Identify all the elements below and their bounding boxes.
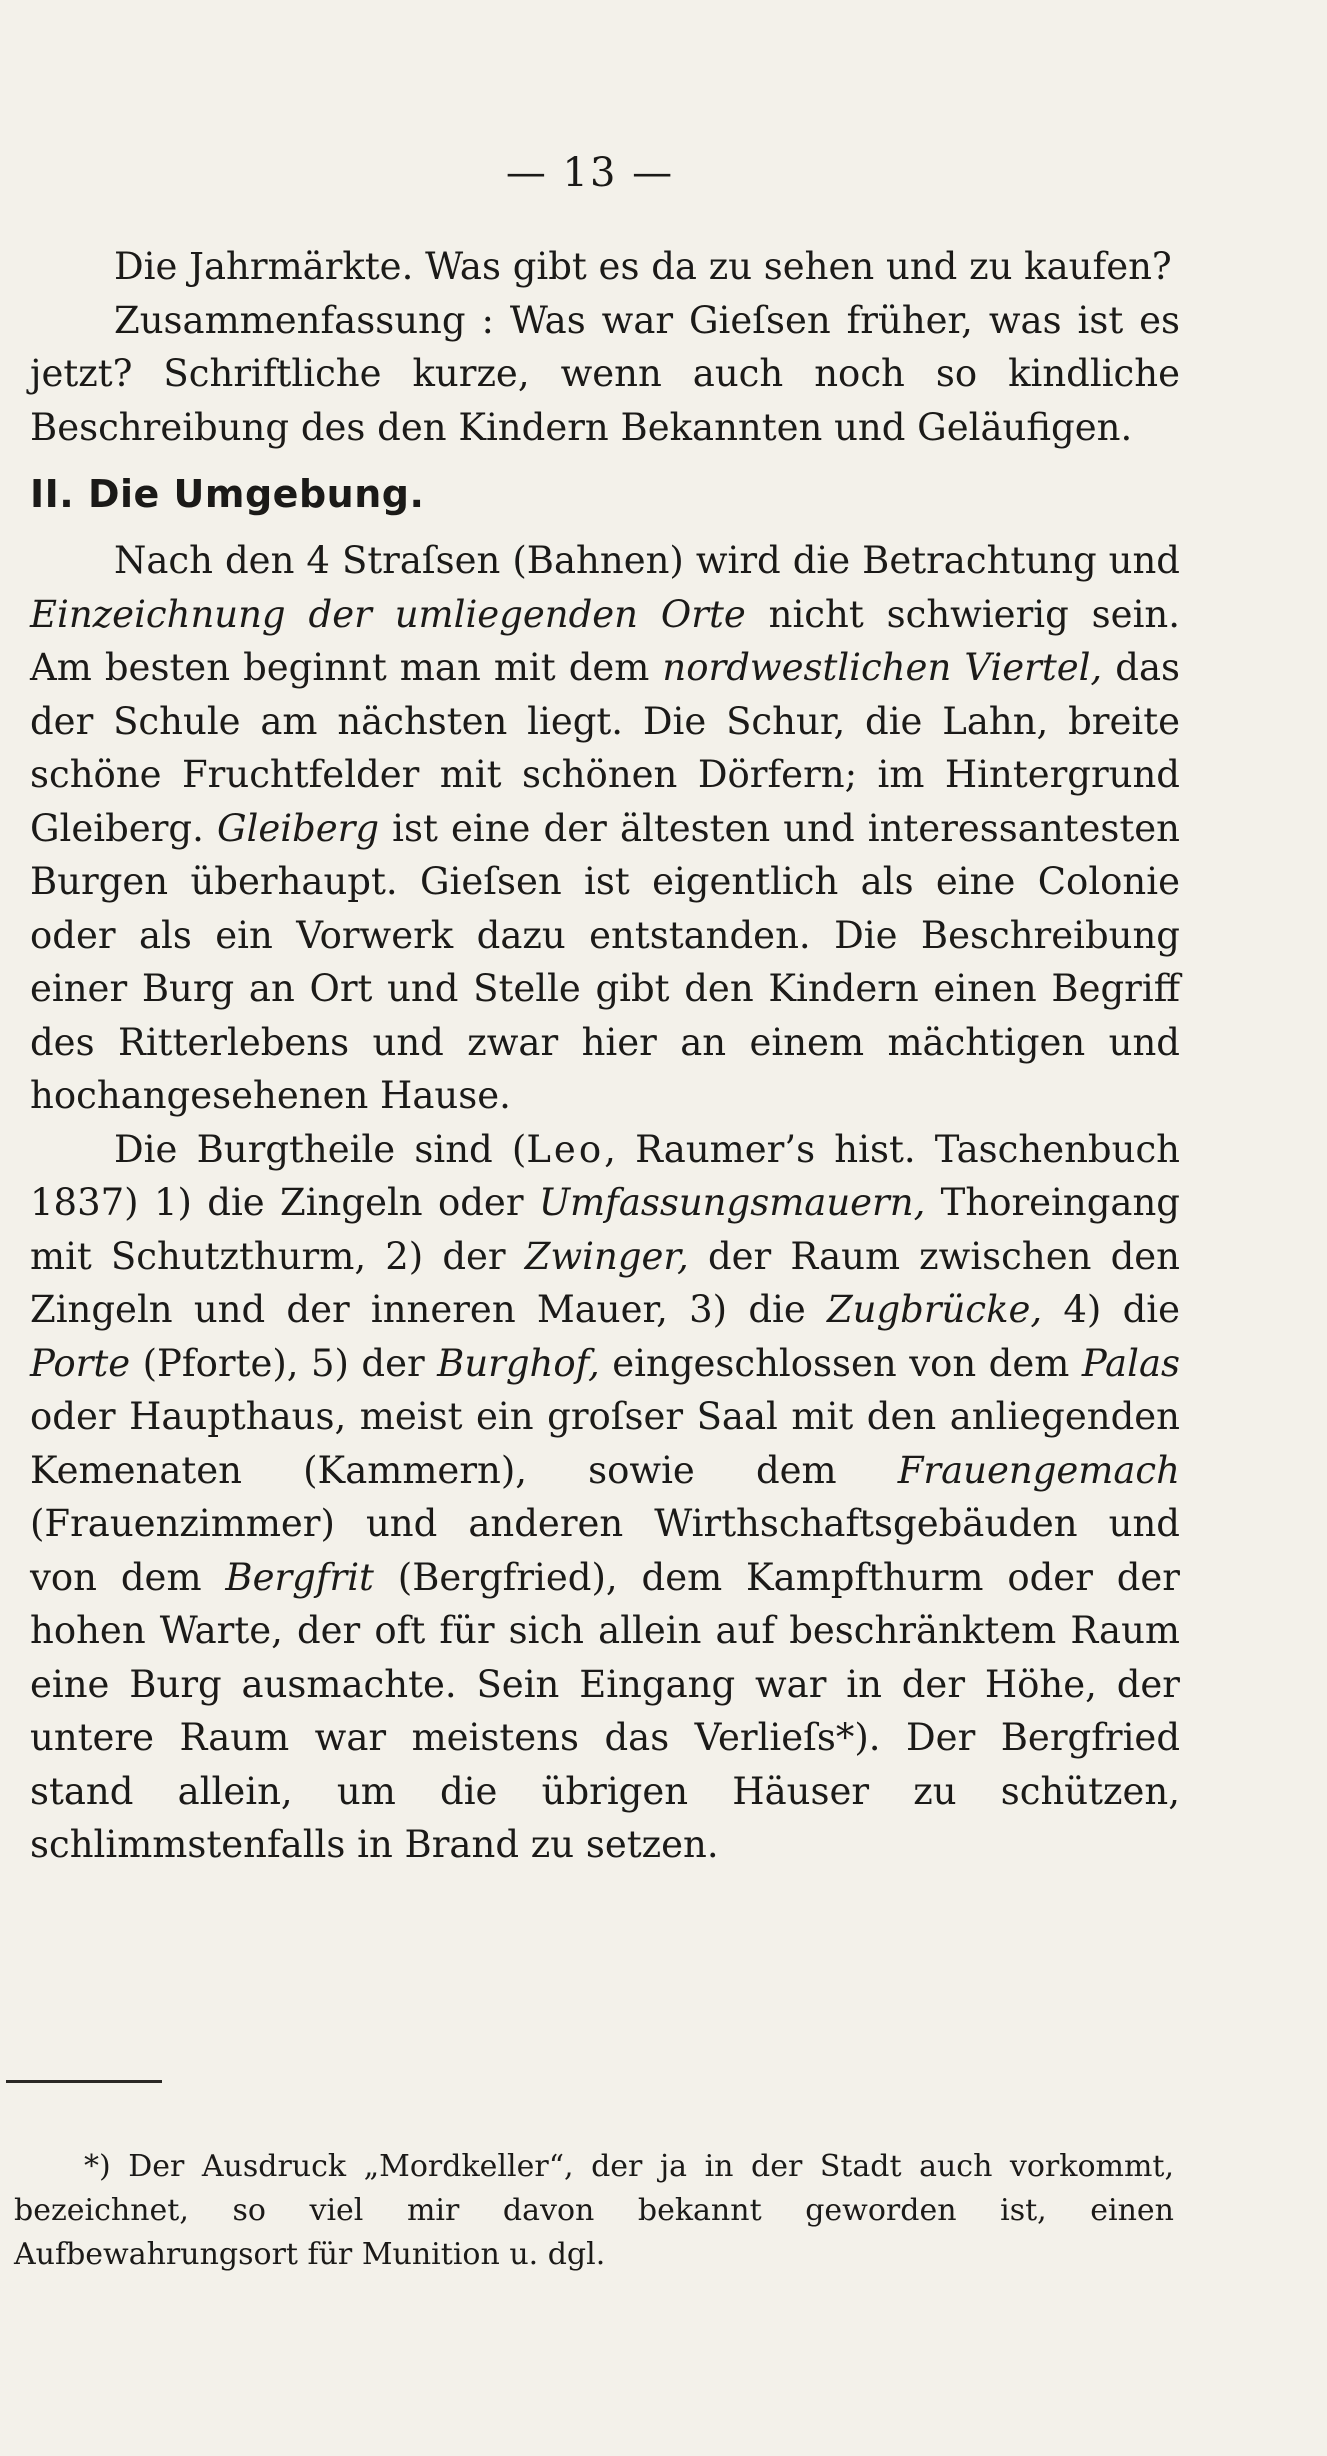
emphasis: Zwinger, — [524, 1234, 689, 1278]
page-number: — 13 — — [505, 150, 675, 196]
emphasis: Palas — [1081, 1341, 1180, 1385]
paragraph-umgebung — [30, 534, 1180, 1123]
text-run: (Frauenzimmer) und anderen Wirthschaftsgebäuden und von dem — [30, 1502, 1180, 1599]
emphasis: nordwestlichen Viertel, — [662, 646, 1103, 689]
text-run: nicht schwierig sein. Am besten beginnt man mit dem — [30, 592, 1180, 689]
text-run: Die Burgtheile sind ( — [114, 1127, 527, 1171]
text-run: (Pforte), 5) der — [130, 1341, 438, 1385]
emphasis: Umfassungsmauern, — [538, 1181, 926, 1224]
emphasis: Einzeichnung der umliegenden Orte — [30, 592, 746, 636]
footnote — [14, 2145, 1174, 2277]
emphasis: Zugbrücke, — [826, 1288, 1043, 1331]
emphasis: Burghof, — [437, 1341, 600, 1385]
footnote-text: *) Der Ausdruck „Mordkeller“, der ja in der Stadt auch vorkommt, bezeichnet, so viel mir davon bekannt geworden ist, einen Aufbewahrungsort für Munition u. dgl. — [14, 2149, 1174, 2272]
paragraph-zusammenfassung: Zusammenfassung : Was war Gieſsen früher, was ist es jetzt? Schriftliche kurze, wenn auch noch so kindliche Beschreibung des den Kindern Bekannten und Geläufigen. — [30, 298, 1180, 449]
text-run: 4) die — [1042, 1288, 1180, 1331]
text-run: oder Haupthaus, meist ein groſser Saal mit den anliegenden Kemenaten (Kammern), sowie dem — [30, 1395, 1180, 1492]
main-text — [30, 240, 1180, 1872]
text-run: , Raumer’s hist. Taschenbuch 1837) 1) die Zingeln oder — [30, 1127, 1180, 1224]
emphasis: Gleiberg — [216, 806, 380, 850]
text-run: Thoreingang mit Schutzthurm, 2) der — [30, 1181, 1180, 1278]
text-run: (Bergfried), dem Kampfthurm oder der hohen Warte, der oft für sich allein auf beschränktem Raum eine Burg ausmachte. Sein Eingang war in der Höhe, der untere Raum war meistens das Verlieſs*). Der Bergfried stand allein, um die übrigen Häuser zu schützen, schlimmstenfalls in Brand zu setzen. — [30, 1555, 1180, 1866]
spaced-name: Leo — [526, 1127, 605, 1171]
paragraph-burgtheile — [30, 1123, 1180, 1872]
text-run: ist eine der ältesten und interessantesten Burgen überhaupt. Gieſsen ist eigentlich als eine Colonie oder als ein Vorwerk dazu entstanden. Die Beschreibung einer Burg an Ort und Stelle gibt den Kindern einen Begriff des Ritterlebens und zwar hier an einem mächtigen und hochangesehenen Hause. — [30, 806, 1180, 1117]
section-heading: II. Die Umgebung. — [30, 472, 425, 516]
emphasis: Porte — [30, 1341, 131, 1385]
footnote-rule — [6, 2080, 162, 2083]
text-run: das der Schule am nächsten liegt. Die Schur, die Lahn, breite schöne Fruchtfelder mit schönen Dörfern; im Hintergrund Gleiberg. — [30, 646, 1180, 850]
text-run: eingeschlossen von dem — [599, 1341, 1082, 1385]
text-run: der Raum zwischen den Zingeln und der inneren Mauer, 3) die — [30, 1234, 1181, 1331]
paragraph-jahrmaerkte: Die Jahrmärkte. Was gibt es da zu sehen und zu kaufen? — [114, 245, 1172, 288]
emphasis: Frauengemach — [897, 1448, 1180, 1492]
emphasis: Bergfrit — [225, 1555, 374, 1599]
text-run: Nach den 4 Straſsen (Bahnen) wird die Betrachtung und — [114, 539, 1180, 582]
